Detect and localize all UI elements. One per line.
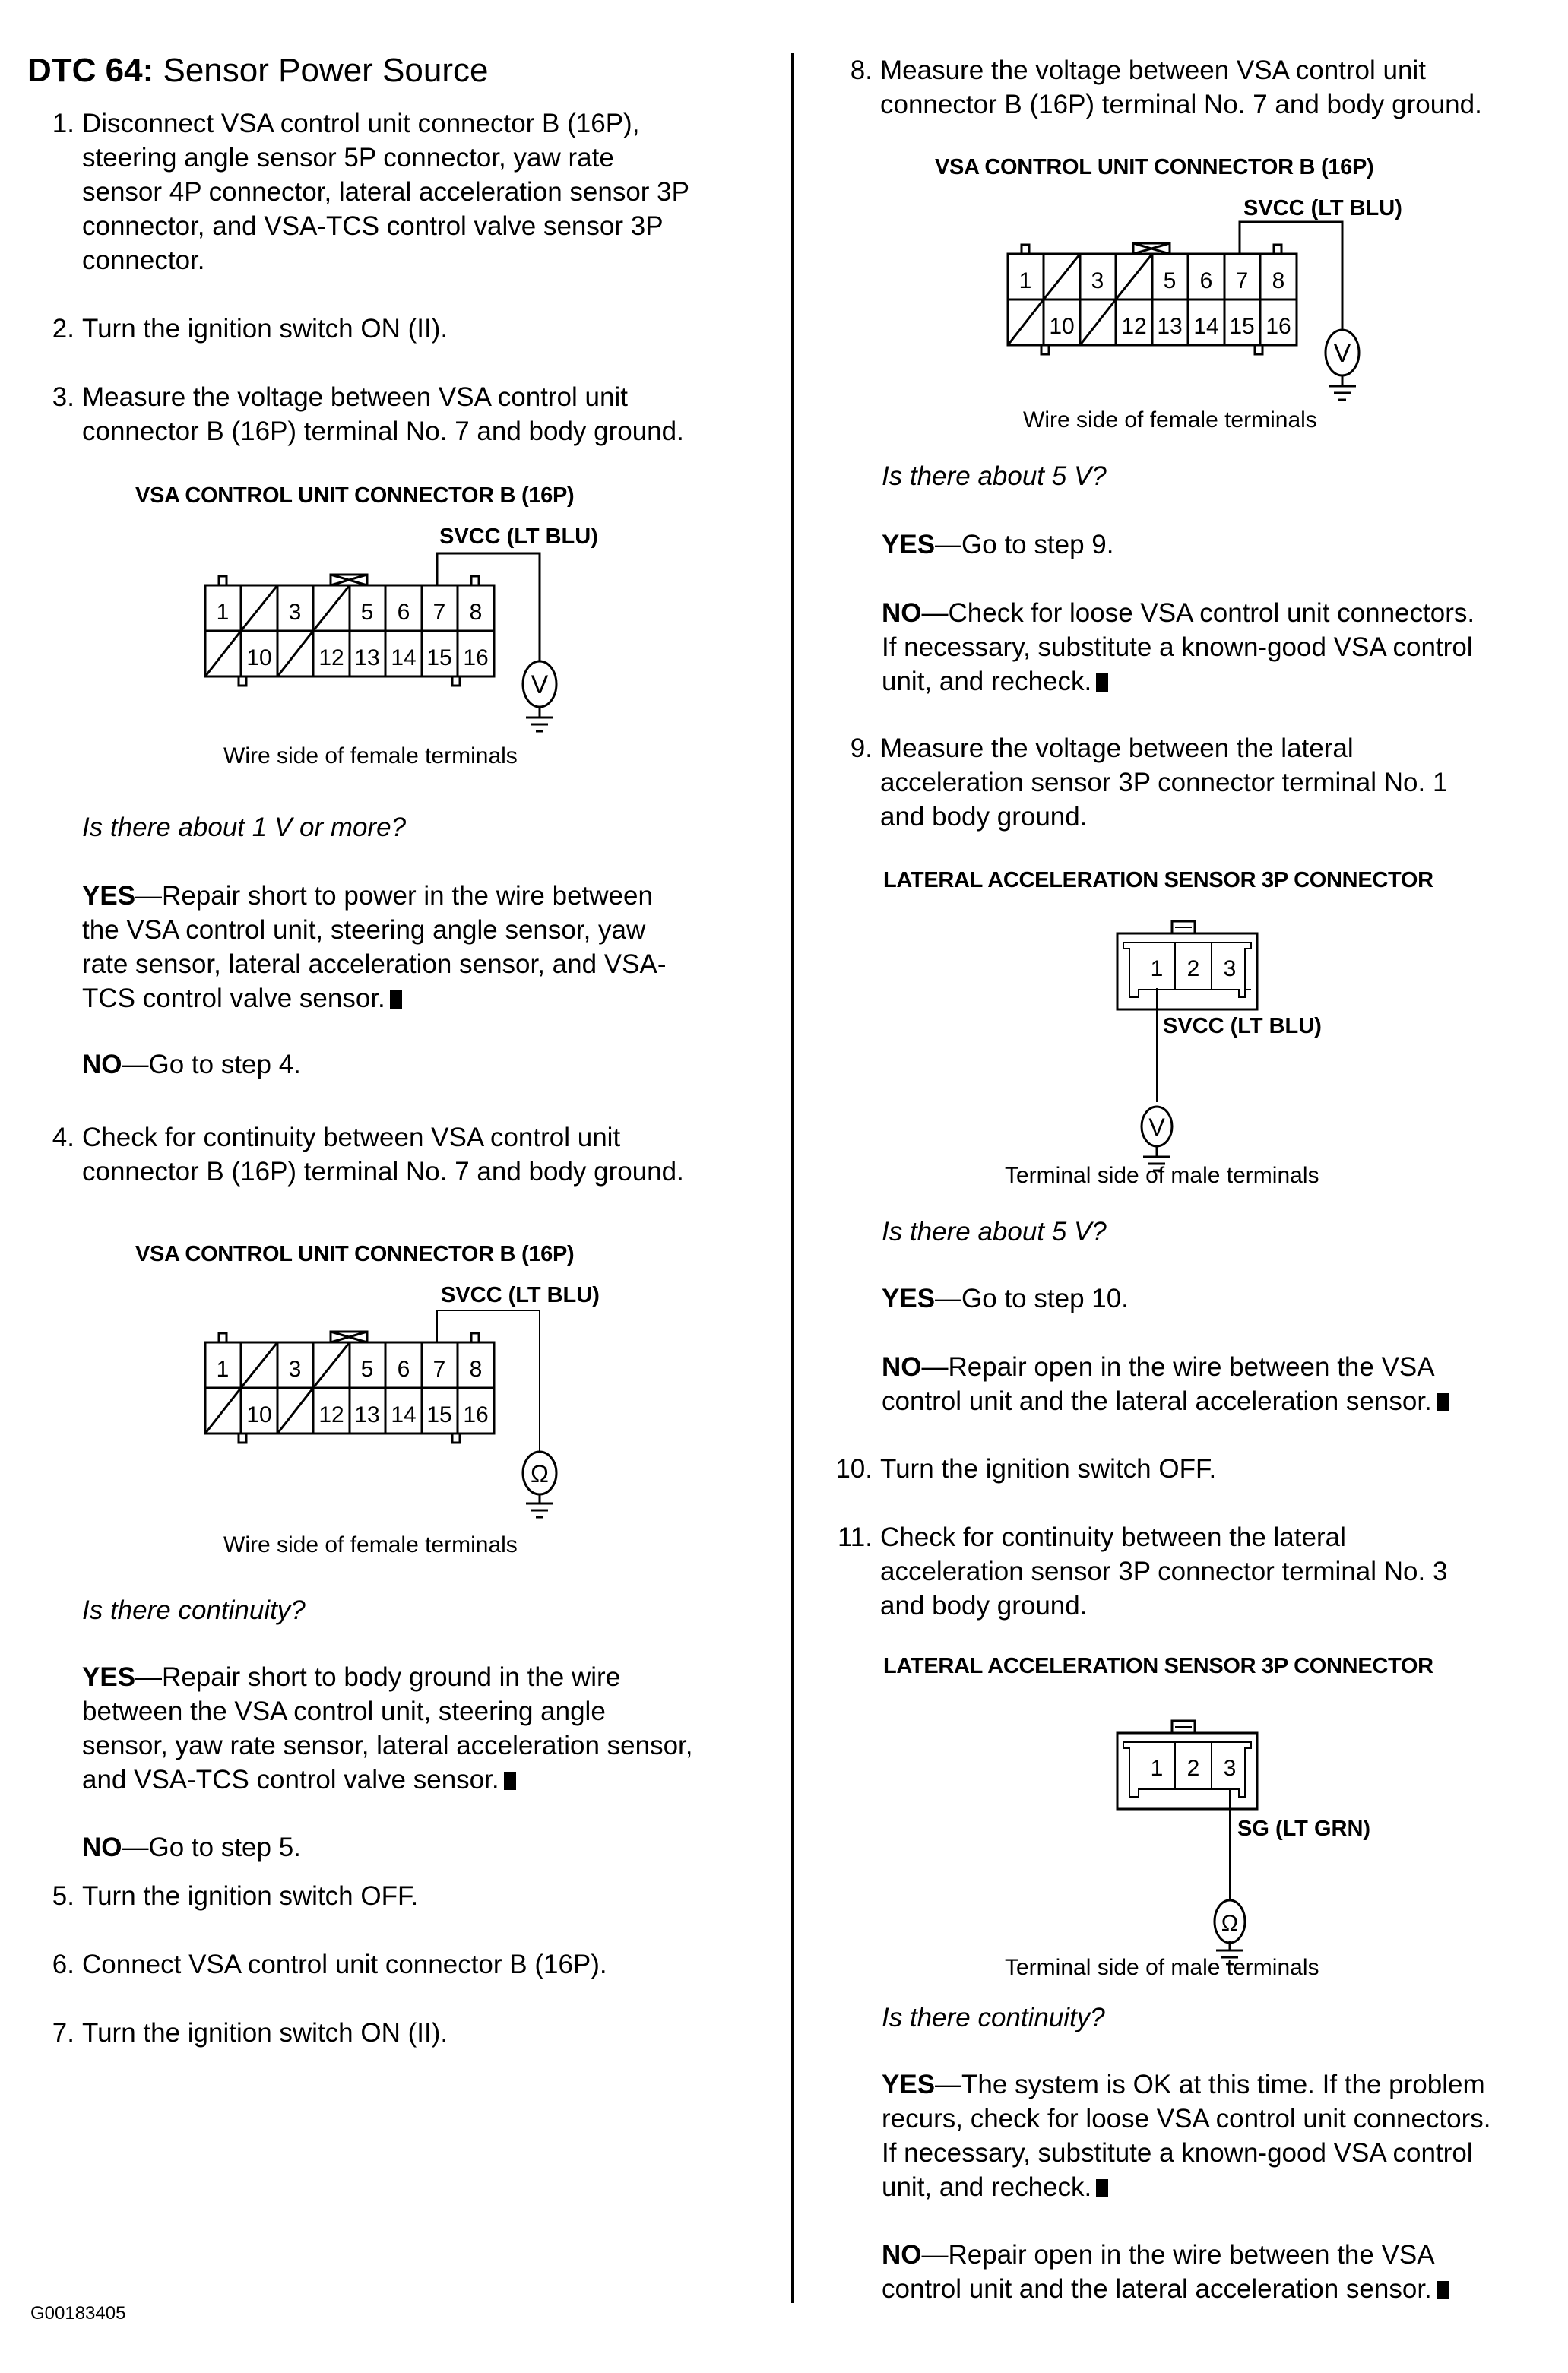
end-mark-icon <box>1437 1393 1449 1411</box>
svg-text:14: 14 <box>1193 314 1219 339</box>
step-line: and body ground. <box>880 1591 1088 1621</box>
svg-text:3: 3 <box>288 1357 302 1382</box>
wire-label: SVCC (LT BLU) <box>441 1283 600 1307</box>
svg-text:7: 7 <box>432 1357 446 1382</box>
svg-text:10: 10 <box>246 645 272 670</box>
step-line: Turn the ignition switch ON (II). <box>82 2018 448 2048</box>
step-line: Connect VSA control unit connector B (16P). <box>82 1950 607 1979</box>
step-line: acceleration sensor 3P connector terminal No. 1 <box>880 768 1448 797</box>
yes-result: YES—The system is OK at this time. If the problem recurs, check for loose VSA control unit connectors. If necessary, substitute a known-good VSA control unit, and recheck. <box>882 2070 1491 2202</box>
step-line: and body ground. <box>880 802 1088 832</box>
svg-text:8: 8 <box>469 1357 483 1382</box>
svg-text:10: 10 <box>1049 314 1075 339</box>
figure-code: G00183405 <box>30 2303 126 2324</box>
wire-label: SVCC (LT BLU) <box>439 524 598 549</box>
ground-icon <box>521 713 558 736</box>
question: Is there continuity? <box>82 1595 306 1625</box>
svg-text:3: 3 <box>288 600 302 625</box>
step-line: Disconnect VSA control unit connector B (16P), <box>82 109 640 138</box>
end-mark-icon <box>1096 2179 1108 2197</box>
yes-result: YES—Repair short to body ground in the wire between the VSA control unit, steering angle sensor, yaw rate sensor, lateral acceleration sensor, and VSA-TCS control valve sensor. <box>82 1662 693 1795</box>
question: Is there continuity? <box>882 2003 1105 2032</box>
no-result: NO—Repair open in the wire between the VSA control unit and the lateral acceleration sensor. <box>882 2238 1558 2306</box>
figure-title: VSA CONTROL UNIT CONNECTOR B (16P) <box>135 483 575 508</box>
step-line: connector B (16P) terminal No. 7 and body ground. <box>82 1157 684 1186</box>
voltmeter-icon: V <box>1333 339 1351 368</box>
svg-text:10: 10 <box>246 1402 272 1427</box>
step-line: connector, and VSA-TCS control valve sensor 3P <box>82 211 664 241</box>
question: Is there about 1 V or more? <box>82 813 407 842</box>
end-mark-icon <box>1096 673 1108 692</box>
svg-text:13: 13 <box>354 1402 380 1427</box>
question: Is there about 5 V? <box>882 461 1107 491</box>
step-line: Check for continuity between VSA control unit <box>82 1123 621 1152</box>
yes-result: YES—Repair short to power in the wire between the VSA control unit, steering angle sensor, yaw rate sensor, lateral acceleration sensor, and VSA- TCS control valve sensor. <box>82 881 667 1013</box>
end-mark-icon <box>504 1772 516 1790</box>
figure-caption: Terminal side of male terminals <box>1005 1955 1319 1980</box>
figure-caption: Wire side of female terminals <box>223 1532 518 1557</box>
svg-text:16: 16 <box>463 645 489 670</box>
svg-text:1: 1 <box>216 1357 230 1382</box>
end-mark-icon <box>390 990 402 1009</box>
voltmeter-icon: V <box>1148 1114 1165 1141</box>
no-result: NO—Go to step 5. <box>82 1833 301 1862</box>
connector-16p-diagram <box>190 547 585 722</box>
figure-caption: Terminal side of male terminals <box>1005 1163 1319 1188</box>
no-result: NO—Repair open in the wire between the VSA control unit and the lateral acceleration sensor. <box>882 1350 1551 1418</box>
wire-label: SVCC (LT BLU) <box>1243 196 1402 220</box>
step-line: Measure the voltage between the lateral <box>880 733 1354 763</box>
svg-text:7: 7 <box>432 600 446 625</box>
svg-text:3: 3 <box>1223 956 1237 981</box>
svg-text:15: 15 <box>426 1402 452 1427</box>
voltmeter-icon: V <box>531 670 549 699</box>
step-line: sensor 4P connector, lateral acceleration sensor 3P <box>82 177 689 207</box>
column-divider <box>791 53 794 2303</box>
ohmmeter-icon: Ω <box>531 1460 549 1487</box>
svg-text:6: 6 <box>397 600 410 625</box>
connector-16p-diagram <box>993 216 1388 391</box>
wire-label: SG (LT GRN) <box>1237 1817 1371 1841</box>
dtc-code: DTC 64: <box>27 52 154 89</box>
no-result: NO—Check for loose VSA control unit connectors. If necessary, substitute a known-good VSA control unit, and recheck. <box>882 598 1475 696</box>
svg-text:2: 2 <box>1186 1756 1200 1781</box>
svg-text:12: 12 <box>318 645 344 670</box>
svg-text:5: 5 <box>360 600 374 625</box>
svg-text:6: 6 <box>1199 268 1213 293</box>
step-line: Turn the ignition switch ON (II). <box>82 314 448 344</box>
svg-text:13: 13 <box>1157 314 1183 339</box>
no-result: NO—Go to step 4. <box>82 1050 301 1079</box>
dtc-title: Sensor Power Source <box>163 52 489 89</box>
step-line: Turn the ignition switch OFF. <box>880 1454 1217 1484</box>
svg-text:16: 16 <box>1265 314 1291 339</box>
yes-result: YES—Go to step 9. <box>882 530 1114 559</box>
ohmmeter-icon: Ω <box>1221 1911 1239 1936</box>
svg-text:12: 12 <box>1121 314 1147 339</box>
svg-text:14: 14 <box>391 1402 417 1427</box>
svg-text:1: 1 <box>1150 956 1164 981</box>
svg-text:5: 5 <box>1163 268 1177 293</box>
svg-text:2: 2 <box>1186 956 1200 981</box>
step-line: Measure the voltage between VSA control unit <box>880 55 1426 85</box>
figure-title: LATERAL ACCELERATION SENSOR 3P CONNECTOR <box>883 1654 1433 1678</box>
svg-text:8: 8 <box>1272 268 1285 293</box>
ground-icon <box>1324 382 1361 404</box>
step-line: Check for continuity between the lateral <box>880 1522 1346 1552</box>
figure-title: VSA CONTROL UNIT CONNECTOR B (16P) <box>935 155 1374 179</box>
step-line: Turn the ignition switch OFF. <box>82 1881 419 1911</box>
step-line: steering angle sensor 5P connector, yaw rate <box>82 143 614 173</box>
svg-text:1: 1 <box>1150 1756 1164 1781</box>
svg-text:5: 5 <box>360 1357 374 1382</box>
figure-caption: Wire side of female terminals <box>1023 407 1317 432</box>
svg-text:12: 12 <box>318 1402 344 1427</box>
question: Is there about 5 V? <box>882 1217 1107 1247</box>
step-line: connector B (16P) terminal No. 7 and body ground. <box>82 417 684 446</box>
figure-title: VSA CONTROL UNIT CONNECTOR B (16P) <box>135 1242 575 1266</box>
svg-text:15: 15 <box>1229 314 1255 339</box>
svg-text:3: 3 <box>1091 268 1104 293</box>
svg-text:7: 7 <box>1235 268 1249 293</box>
end-mark-icon <box>1437 2281 1449 2299</box>
svg-text:6: 6 <box>397 1357 410 1382</box>
connector-16p-diagram <box>190 1304 585 1502</box>
figure-title: LATERAL ACCELERATION SENSOR 3P CONNECTOR <box>883 868 1433 892</box>
page-title <box>27 52 488 90</box>
svg-text:3: 3 <box>1223 1756 1237 1781</box>
svg-text:13: 13 <box>354 645 380 670</box>
yes-result: YES—Go to step 10. <box>882 1284 1129 1313</box>
svg-text:8: 8 <box>469 600 483 625</box>
ground-icon <box>521 1494 558 1522</box>
svg-text:14: 14 <box>391 645 417 670</box>
step-line: Measure the voltage between VSA control unit <box>82 382 628 412</box>
step-line: connector B (16P) terminal No. 7 and body ground. <box>880 90 1482 119</box>
step-line: connector. <box>82 246 205 275</box>
svg-text:16: 16 <box>463 1402 489 1427</box>
figure-caption: Wire side of female terminals <box>223 743 518 768</box>
svg-text:1: 1 <box>1018 268 1032 293</box>
wire-label: SVCC (LT BLU) <box>1163 1014 1322 1038</box>
step-line: acceleration sensor 3P connector terminal No. 3 <box>880 1557 1448 1586</box>
svg-text:15: 15 <box>426 645 452 670</box>
svg-text:1: 1 <box>216 600 230 625</box>
